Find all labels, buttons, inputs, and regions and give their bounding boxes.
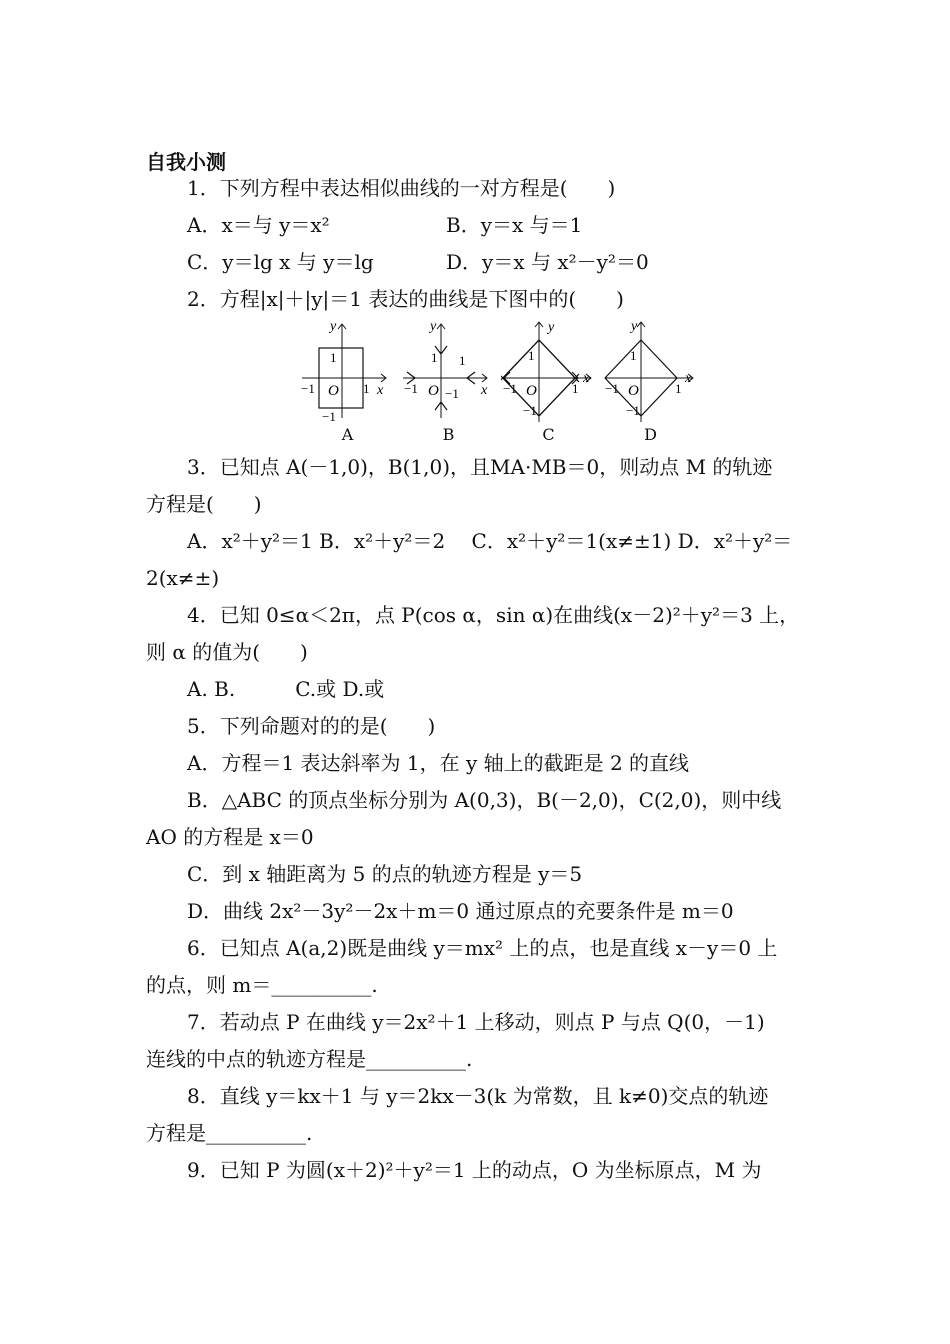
svg-text:y: y [430, 319, 437, 334]
svg-text:O: O [328, 383, 339, 399]
svg-text:y: y [631, 319, 638, 334]
svg-text:1: 1 [572, 381, 579, 396]
q4-line-3: A. B. C.或 D.或 [187, 677, 385, 701]
figure-a-label: A [341, 425, 354, 444]
figure-c-label: C [542, 425, 555, 444]
svg-text:x: x [481, 383, 488, 398]
svg-text:x: x [685, 371, 692, 386]
q2-stem: 2．方程|x|＋|y|＝1 表达的曲线是下图中的( ) [187, 287, 624, 311]
q9-line-1: 9．已知 P 为圆(x＋2)²＋y²＝1 上的动点，O 为坐标原点，M 为 [187, 1158, 762, 1182]
figure-a-graph [300, 318, 395, 426]
q5-option-d: D．曲线 2x²－3y²－2x＋m＝0 通过原点的充要条件是 m＝0 [187, 899, 734, 923]
svg-text:O: O [526, 383, 537, 399]
q7-line-2: 连线的中点的轨迹方程是__________. [146, 1047, 473, 1071]
svg-text:1: 1 [630, 348, 637, 363]
q3-line-1: 3．已知点 A(－1,0)，B(1,0)，且MA·MB＝0，则动点 M 的轨迹 [187, 455, 773, 479]
figure-c-graph [501, 318, 596, 426]
figure-d-label: D [644, 425, 657, 444]
svg-text:1: 1 [363, 381, 370, 396]
section-title: 自我小测 [146, 150, 226, 174]
svg-text:1: 1 [431, 350, 438, 365]
figure-b-label: B [442, 425, 455, 444]
q1-stem: 1．下列方程中表达相似曲线的一对方程是( ) [187, 176, 616, 200]
q6-line-1: 6．已知点 A(a,2)既是曲线 y＝mx² 上的点，也是直线 x－y＝0 上 [187, 936, 778, 960]
q1-option-b: B．y＝x 与＝1 [446, 213, 583, 237]
figure-a [300, 318, 395, 446]
figure-b [401, 318, 496, 446]
svg-text:1: 1 [330, 350, 337, 365]
svg-text:−1: −1 [322, 409, 336, 424]
svg-text:O: O [628, 383, 639, 399]
q3-line-3: A．x²＋y²＝1 B．x²＋y²＝2 C．x²＋y²＝1(x≠±1) D．x²＋y²＝ [187, 529, 793, 553]
q1-option-a: A．x＝与 y＝x² [187, 213, 330, 237]
q5-stem: 5．下列命题对的的是( ) [187, 714, 436, 738]
svg-text:−1: −1 [523, 403, 537, 418]
svg-text:−1: −1 [301, 381, 315, 396]
q1-option-d: D．y＝x 与 x²－y²＝0 [446, 250, 649, 274]
svg-text:1: 1 [459, 353, 466, 368]
q8-line-1: 8．直线 y＝kx＋1 与 y＝2kx－3(k 为常数，且 k≠0)交点的轨迹 [187, 1084, 769, 1108]
svg-text:−1: −1 [605, 381, 619, 396]
svg-text:O: O [428, 383, 439, 399]
q4-line-2: 则 α 的值为( ) [146, 640, 308, 664]
q6-line-2: 的点，则 m＝__________. [146, 973, 378, 997]
figure-d [603, 318, 698, 446]
figure-d-graph [603, 318, 698, 426]
q4-line-1: 4．已知 0≤α＜2π，点 P(cos α，sin α)在曲线(x－2)²＋y²＝3 上， [187, 603, 800, 627]
q3-line-2: 方程是( ) [146, 492, 262, 516]
svg-text:x: x [583, 371, 590, 386]
q3-line-4: 2(x≠±) [146, 566, 220, 590]
q2-figure-row [300, 318, 700, 448]
svg-text:1: 1 [528, 348, 535, 363]
q1-option-c: C．y＝lg x 与 y＝lg [187, 250, 374, 274]
q8-line-2: 方程是__________. [146, 1121, 313, 1145]
svg-text:−1: −1 [626, 403, 640, 418]
q7-line-1: 7．若动点 P 在曲线 y＝2x²＋1 上移动，则点 P 与点 Q(0，－1) [187, 1010, 765, 1034]
svg-text:y: y [548, 320, 555, 335]
svg-text:−1: −1 [404, 381, 418, 396]
q5-option-a: A．方程＝1 表达斜率为 1，在 y 轴上的截距是 2 的直线 [187, 751, 690, 775]
svg-text:x: x [377, 383, 384, 398]
q5-option-c: C．到 x 轴距离为 5 的点的轨迹方程是 y＝5 [187, 862, 583, 886]
figure-b-graph [401, 318, 496, 426]
svg-text:y: y [330, 319, 337, 334]
svg-text:−1: −1 [503, 381, 517, 396]
figure-c [501, 318, 596, 446]
svg-text:1: 1 [675, 381, 682, 396]
q5-option-b-line-1: B．△ABC 的顶点坐标分别为 A(0,3)，B(－2,0)，C(2,0)，则中线 [187, 788, 782, 812]
svg-text:−1: −1 [445, 386, 459, 401]
q5-option-b-line-2: AO 的方程是 x＝0 [146, 825, 314, 849]
